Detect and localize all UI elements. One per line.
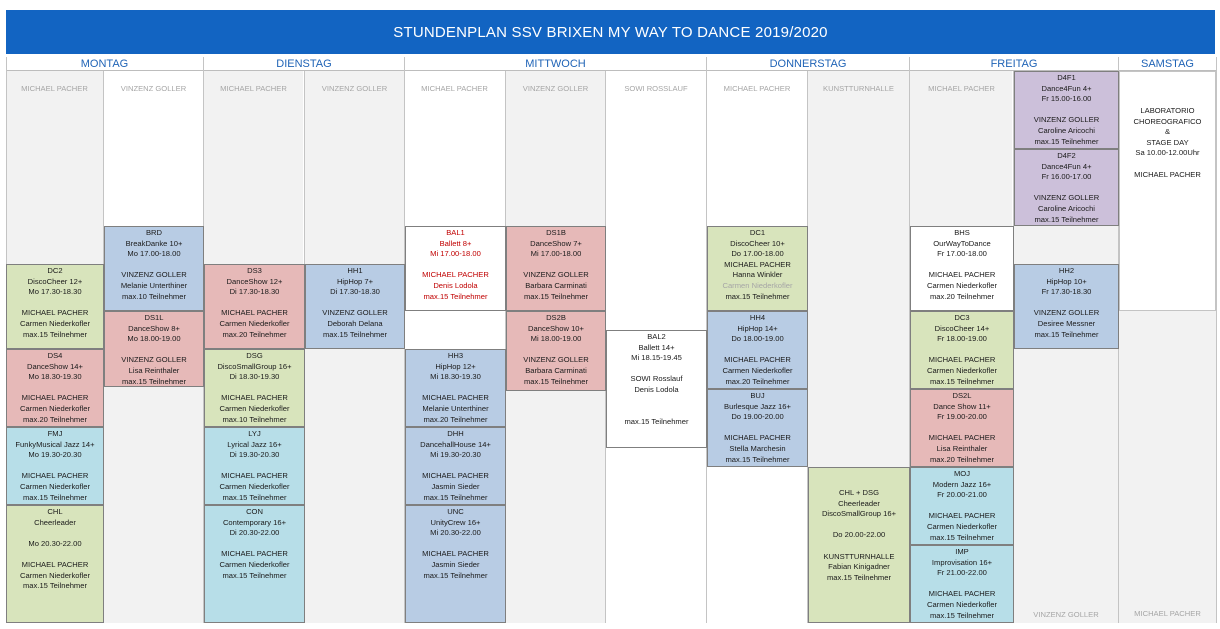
class-line: VINZENZ GOLLER	[523, 355, 589, 365]
class-line: DiscoCheer 10+	[730, 238, 785, 248]
class-code: DS1B	[546, 228, 566, 237]
class-line: Barbara Carminati	[525, 365, 587, 375]
class-line: MICHAEL PACHER	[221, 549, 288, 559]
class-line: Cheerleader	[34, 517, 76, 527]
class-line: Fr 17.00-18.00	[937, 249, 987, 259]
class-code: HH4	[749, 313, 766, 322]
class-line	[911, 345, 1013, 356]
class-line: Do 19.00-20.00	[731, 412, 784, 422]
class-code: DS3	[247, 266, 262, 275]
day-header-montag: MONTAG	[6, 57, 203, 71]
class-line: Caroline Aricochi	[1038, 203, 1095, 213]
class-code: IMP	[955, 547, 969, 556]
class-block-bhs[interactable]	[910, 226, 1014, 311]
column-divider	[1216, 57, 1217, 623]
class-line: VINZENZ GOLLER	[121, 355, 187, 365]
class-line: Ballett 14+	[638, 342, 675, 352]
class-line: Carmen Niederkofler	[19, 403, 91, 413]
class-line	[7, 461, 103, 472]
class-line: max.15 Teilnehmer	[826, 572, 892, 582]
class-line: Di 18.30-19.30	[229, 372, 280, 382]
class-line: MICHAEL PACHER	[724, 433, 791, 443]
class-line	[7, 528, 103, 539]
class-line: Improvisation 16+	[931, 557, 993, 567]
column-label: SOWI ROSSLAUF	[624, 84, 688, 93]
class-line: Denis Lodola	[433, 280, 478, 290]
class-block-lyj[interactable]	[204, 427, 305, 505]
class-line: DanceShow 8+	[128, 323, 180, 333]
class-line: Mo 17.30-18.30	[28, 287, 82, 297]
class-code: BRD	[145, 228, 163, 237]
class-line: FunkyMusical Jazz 14+	[15, 439, 95, 449]
class-line: Lisa Reinthaler	[128, 365, 180, 375]
class-line: Lisa Reinthaler	[936, 443, 988, 453]
class-block-bal2[interactable]	[606, 330, 707, 448]
class-line: MICHAEL PACHER	[928, 355, 996, 365]
class-line: Mo 18.30-19.30	[28, 372, 82, 382]
column-label: MICHAEL PACHER	[723, 84, 791, 93]
class-block-moj[interactable]	[910, 467, 1014, 545]
column-label: MICHAEL PACHER	[421, 84, 488, 93]
class-line	[205, 383, 304, 394]
class-code: CHL + DSG	[838, 488, 880, 497]
class-line: Mo 17.00-18.00	[127, 249, 181, 259]
class-line: Mo 18.00-19.00	[127, 334, 181, 344]
column-label: MICHAEL PACHER	[220, 84, 287, 93]
class-block-dc3[interactable]	[910, 311, 1014, 389]
class-block-hh3[interactable]	[405, 349, 506, 427]
class-line: HipHop 12+	[435, 361, 476, 371]
class-line: MICHAEL PACHER	[724, 355, 791, 365]
class-line	[809, 520, 909, 531]
class-line: max.20 Teilnehmer	[222, 329, 287, 339]
class-code: BAL2	[647, 332, 666, 341]
empty-slot	[1014, 349, 1118, 623]
class-code: CON	[246, 507, 263, 516]
class-line: Carmen Niederkofler	[219, 403, 290, 413]
class-line: Fr 18.00-19.00	[937, 334, 987, 344]
class-code: DHH	[447, 429, 464, 438]
class-line	[205, 539, 304, 550]
class-block-chl-dsg[interactable]	[808, 467, 910, 623]
class-code: DS4	[47, 351, 63, 360]
class-line: Carmen Niederkofler	[19, 570, 91, 580]
class-line: max.20 Teilnehmer	[423, 414, 488, 424]
class-line: Do 18.00-19.00	[731, 334, 784, 344]
empty-slot	[305, 349, 404, 623]
class-code: DC1	[749, 228, 766, 237]
class-line: Fr 16.00-17.00	[1041, 172, 1092, 182]
class-line: Ballett 8+	[439, 238, 472, 248]
class-code: HH1	[347, 266, 363, 275]
class-line: max.15 Teilnehmer	[121, 376, 187, 386]
empty-slot	[808, 71, 909, 467]
class-block-ds1b[interactable]	[506, 226, 606, 311]
class-line: Jasmin Sieder	[431, 481, 480, 491]
class-code: HH3	[447, 351, 464, 360]
class-line: Deborah Delana	[327, 318, 383, 328]
class-code: UNC	[447, 507, 464, 516]
class-block-buj[interactable]	[707, 389, 808, 467]
column-label: VINZENZ GOLLER	[321, 84, 388, 93]
class-line: max.15 Teilnehmer	[22, 329, 88, 339]
class-line: Modern Jazz 16+	[932, 479, 992, 489]
class-code: BHS	[954, 228, 970, 237]
class-line: VINZENZ GOLLER	[1033, 193, 1100, 203]
class-line: HipHop 10+	[1046, 276, 1087, 286]
column-label: VINZENZ GOLLER	[522, 84, 589, 93]
class-line: max.15 Teilnehmer	[22, 581, 88, 591]
class-line: max.15 Teilnehmer	[624, 416, 689, 426]
class-code: BUJ	[750, 391, 765, 400]
class-block-hh1[interactable]	[305, 264, 405, 349]
class-line	[406, 539, 505, 550]
class-code: LYJ	[248, 429, 261, 438]
class-line: MICHAEL PACHER	[928, 270, 996, 280]
class-line: Dance4Fun 4+	[1041, 161, 1092, 171]
class-code: DC3	[954, 313, 970, 322]
class-line: STAGE DAY	[1146, 137, 1189, 147]
class-code: FMJ	[47, 429, 63, 438]
class-code: HH2	[1058, 266, 1075, 275]
class-line: MICHAEL PACHER	[928, 589, 996, 599]
class-line: Mi 19.30-20.30	[430, 450, 481, 460]
column-label: MICHAEL PACHER	[1134, 609, 1201, 618]
class-line	[306, 298, 404, 309]
class-line	[7, 549, 103, 560]
class-line	[406, 383, 505, 394]
class-line: Fr 17.30-18.30	[1041, 287, 1092, 297]
class-block-ds3[interactable]	[204, 264, 305, 349]
class-line	[105, 345, 203, 356]
class-line: CHOREOGRAFICO	[1133, 116, 1202, 126]
class-block-ds2l[interactable]	[910, 389, 1014, 467]
class-line: Denis Lodola	[634, 384, 679, 394]
empty-slot	[506, 391, 605, 623]
column-label: MICHAEL PACHER	[21, 84, 88, 93]
empty-slot	[204, 71, 303, 264]
empty-slot	[104, 387, 203, 623]
class-code: DS2L	[952, 391, 972, 400]
class-line: MICHAEL PACHER	[1134, 169, 1201, 179]
class-line: HipHop 14+	[737, 323, 778, 333]
class-line	[911, 501, 1013, 512]
class-line: Di 20.30-22.00	[229, 528, 280, 538]
class-line	[406, 461, 505, 472]
class-line: DancehallHouse 14+	[420, 439, 491, 449]
schedule-title: STUNDENPLAN SSV BRIXEN MY WAY TO DANCE 2019/2020	[6, 10, 1215, 54]
class-line: MICHAEL PACHER	[221, 471, 288, 481]
class-line: max.15 Teilnehmer	[423, 492, 488, 502]
class-line: Melanie Unterthiner	[120, 280, 188, 290]
class-line: max.15 Teilnehmer	[22, 492, 88, 502]
class-line: Carmen Niederkofler	[926, 365, 998, 375]
class-line: MICHAEL PACHER	[21, 393, 89, 403]
class-block-d4f1[interactable]	[1014, 71, 1119, 149]
class-code: LABORATORIO	[1140, 106, 1195, 115]
class-line: Carmen Niederkofler	[722, 280, 793, 290]
class-line: Dance4Fun 4+	[1041, 83, 1092, 93]
class-line: Fr 21.00-22.00	[937, 568, 987, 578]
class-line: SOWI Rosslauf	[630, 374, 683, 384]
class-line: max.20 Teilnehmer	[929, 454, 995, 464]
class-line: Stella Marchesin	[729, 443, 786, 453]
class-line	[1015, 183, 1118, 194]
class-line	[607, 364, 706, 375]
class-line: max.15 Teilnehmer	[423, 291, 488, 301]
class-line: Di 17.30-18.30	[229, 287, 280, 297]
class-line: MICHAEL PACHER	[724, 259, 791, 269]
column-label: VINZENZ GOLLER	[120, 84, 187, 93]
class-line: max.20 Teilnehmer	[725, 376, 790, 386]
class-line: Contemporary 16+	[222, 517, 287, 527]
class-code: DSG	[246, 351, 263, 360]
class-line	[1120, 159, 1215, 170]
class-line: DiscoCheer 14+	[934, 323, 990, 333]
class-line: Caroline Aricochi	[1038, 125, 1095, 135]
class-block-dsg[interactable]	[204, 349, 305, 427]
class-line: MICHAEL PACHER	[422, 270, 489, 280]
class-line: &	[1164, 127, 1171, 137]
class-line: Mi 17.00-18.00	[530, 249, 582, 259]
class-line: MICHAEL PACHER	[221, 308, 288, 318]
class-line: max.15 Teilnehmer	[929, 610, 995, 620]
class-code: BAL1	[446, 228, 465, 237]
class-line: KUNSTTURNHALLE	[823, 551, 895, 561]
class-block-dc2[interactable]	[6, 264, 104, 349]
class-line	[1015, 298, 1118, 309]
class-line: Cheerleader	[838, 498, 880, 508]
class-line	[406, 260, 505, 271]
empty-slot	[305, 71, 404, 264]
class-line: VINZENZ GOLLER	[121, 270, 187, 280]
empty-slot	[506, 71, 605, 226]
class-line: MICHAEL PACHER	[422, 549, 489, 559]
class-code: D4F2	[1057, 151, 1076, 160]
class-line: max.15 Teilnehmer	[1034, 136, 1099, 146]
class-line: Do 17.00-18.00	[731, 249, 784, 259]
class-line: Mi 20.30-22.00	[430, 528, 481, 538]
class-line: max.15 Teilnehmer	[423, 570, 488, 580]
class-line: MICHAEL PACHER	[221, 393, 288, 403]
class-block-d4f2[interactable]	[1014, 149, 1119, 226]
day-header-donnerstag: DONNERSTAG	[707, 57, 909, 71]
class-line: Carmen Niederkofler	[926, 521, 998, 531]
class-line	[911, 423, 1013, 434]
class-line: Di 19.30-20.30	[229, 450, 280, 460]
class-line: Carmen Niederkofler	[219, 559, 290, 569]
class-line	[507, 260, 605, 271]
class-block-dc1[interactable]	[707, 226, 808, 311]
day-header-freitag: FREITAG	[910, 57, 1118, 71]
class-line: Fr 20.00-21.00	[937, 490, 987, 500]
class-line	[105, 260, 203, 271]
class-line	[911, 260, 1013, 271]
class-line: Barbara Carminati	[525, 280, 587, 290]
class-line: Di 17.30-18.30	[330, 287, 380, 297]
class-line: Jasmin Sieder	[431, 559, 480, 569]
class-block-chl[interactable]	[6, 505, 104, 623]
class-line: Mo 19.30-20.30	[28, 450, 82, 460]
class-block-ds1l[interactable]	[104, 311, 204, 387]
column-label: VINZENZ GOLLER	[1033, 610, 1099, 619]
class-line: max.15 Teilnehmer	[1034, 214, 1099, 224]
class-line: max.20 Teilnehmer	[22, 414, 88, 424]
class-line: max.15 Teilnehmer	[523, 376, 589, 386]
class-line	[7, 383, 103, 394]
class-line	[809, 541, 909, 552]
class-code: DS2B	[546, 313, 566, 322]
class-line: DiscoSmallGroup 16+	[217, 361, 292, 371]
class-line	[708, 345, 807, 356]
class-block-unc[interactable]	[405, 505, 506, 623]
class-line: VINZENZ GOLLER	[1033, 308, 1100, 318]
class-line: DanceShow 12+	[226, 276, 283, 286]
class-line: MICHAEL PACHER	[422, 471, 489, 481]
empty-slot	[910, 71, 1012, 226]
class-block-hh4[interactable]	[707, 311, 808, 389]
class-line: MICHAEL PACHER	[928, 511, 996, 521]
class-line: Carmen Niederkofler	[219, 318, 290, 328]
class-line: DanceShow 7+	[530, 238, 582, 248]
class-line: VINZENZ GOLLER	[322, 308, 388, 318]
class-line	[205, 298, 304, 309]
class-line: Carmen Niederkofler	[722, 365, 793, 375]
day-header-dienstag: DIENSTAG	[204, 57, 404, 71]
class-line: Lyrical Jazz 16+	[227, 439, 282, 449]
class-line: Carmen Niederkofler	[19, 481, 91, 491]
class-line: Desiree Messner	[1037, 318, 1096, 328]
class-line: DiscoSmallGroup 16+	[821, 509, 897, 519]
class-line	[607, 406, 706, 417]
day-header-mittwoch: MITTWOCH	[405, 57, 706, 71]
class-block-ds2b[interactable]	[506, 311, 606, 391]
day-header-samstag: SAMSTAG	[1119, 57, 1216, 71]
class-line: Mi 18.15-19.45	[631, 353, 682, 363]
class-line: max.15 Teilnehmer	[1034, 329, 1099, 339]
class-line: Dance Show 11+	[933, 401, 991, 411]
class-line	[507, 345, 605, 356]
class-line	[911, 579, 1013, 590]
class-code: MOJ	[953, 469, 971, 478]
class-block-fmj[interactable]	[6, 427, 104, 505]
class-line	[708, 423, 807, 434]
class-line: Fr 15.00-16.00	[1041, 94, 1092, 104]
class-line: Burlesque Jazz 16+	[724, 401, 791, 411]
class-line: Mi 18.00-19.00	[530, 334, 582, 344]
class-line: max.15 Teilnehmer	[929, 376, 995, 386]
class-code: D4F1	[1057, 73, 1076, 82]
class-line: max.15 Teilnehmer	[322, 329, 388, 339]
class-line: max.15 Teilnehmer	[523, 291, 589, 301]
column-label: MICHAEL PACHER	[928, 84, 995, 93]
class-line: Sa 10.00-12.00Uhr	[1135, 148, 1200, 158]
empty-slot	[6, 71, 103, 264]
class-line: Fabian Kinigadner	[828, 562, 890, 572]
class-line: MICHAEL PACHER	[928, 433, 996, 443]
class-code: CHL	[47, 507, 63, 516]
class-line: max.15 Teilnehmer	[222, 570, 287, 580]
class-line: MICHAEL PACHER	[21, 308, 89, 318]
class-line: max.15 Teilnehmer	[725, 291, 790, 301]
class-line: VINZENZ GOLLER	[1033, 115, 1100, 125]
class-block-hh2[interactable]	[1014, 264, 1119, 349]
timetable-grid	[6, 57, 1216, 623]
class-line: max.15 Teilnehmer	[929, 532, 995, 542]
class-line	[7, 298, 103, 309]
class-line: DanceShow 10+	[528, 323, 584, 333]
class-line: Melanie Unterthiner	[422, 403, 489, 413]
class-code: DS1L	[144, 313, 164, 322]
class-line: max.10 Teilnehmer	[121, 291, 187, 301]
class-line: Do 20.00-22.00	[832, 530, 886, 540]
class-line: Carmen Niederkofler	[19, 318, 91, 328]
class-line: MICHAEL PACHER	[21, 559, 89, 569]
class-line: Carmen Niederkofler	[219, 481, 290, 491]
class-line: VINZENZ GOLLER	[523, 270, 589, 280]
class-line: max.10 Teilnehmer	[222, 414, 287, 424]
class-line: DanceShow 14+	[27, 361, 83, 371]
class-block-brd[interactable]	[104, 226, 204, 311]
class-line	[607, 396, 706, 407]
class-line: max.15 Teilnehmer	[725, 454, 790, 464]
class-line: MICHAEL PACHER	[422, 393, 489, 403]
class-line	[1015, 105, 1118, 116]
class-line: MICHAEL PACHER	[21, 471, 89, 481]
class-line: Mo 20.30-22.00	[28, 538, 82, 548]
class-line: Hanna Winkler	[732, 270, 783, 280]
class-line: Carmen Niederkofler	[926, 599, 998, 609]
class-block-bal1[interactable]	[405, 226, 506, 311]
empty-slot	[1119, 311, 1216, 623]
class-line: OurWayToDance	[933, 238, 991, 248]
class-line: Mi 18.30-19.30	[430, 372, 481, 382]
class-line: Fr 19.00-20.00	[937, 412, 987, 422]
class-line: HipHop 7+	[336, 276, 374, 286]
class-line: Carmen Niederkofler	[926, 280, 998, 290]
class-line: max.15 Teilnehmer	[222, 492, 287, 502]
class-block-imp[interactable]	[910, 545, 1014, 623]
class-line: BreakDanke 10+	[125, 238, 183, 248]
class-block-dhh[interactable]	[405, 427, 506, 505]
class-line: Mi 17.00-18.00	[430, 249, 481, 259]
class-code: DC2	[47, 266, 63, 275]
class-line: max.20 Teilnehmer	[929, 291, 995, 301]
class-line	[205, 461, 304, 472]
class-block-con[interactable]	[204, 505, 305, 623]
column-label: KUNSTTURNHALLE	[823, 84, 894, 93]
class-line: UnityCrew 16+	[430, 517, 481, 527]
class-block-ds4[interactable]	[6, 349, 104, 427]
empty-slot	[1014, 226, 1118, 264]
class-line: DiscoCheer 12+	[27, 276, 83, 286]
class-block-laboratorio[interactable]	[1119, 71, 1216, 311]
